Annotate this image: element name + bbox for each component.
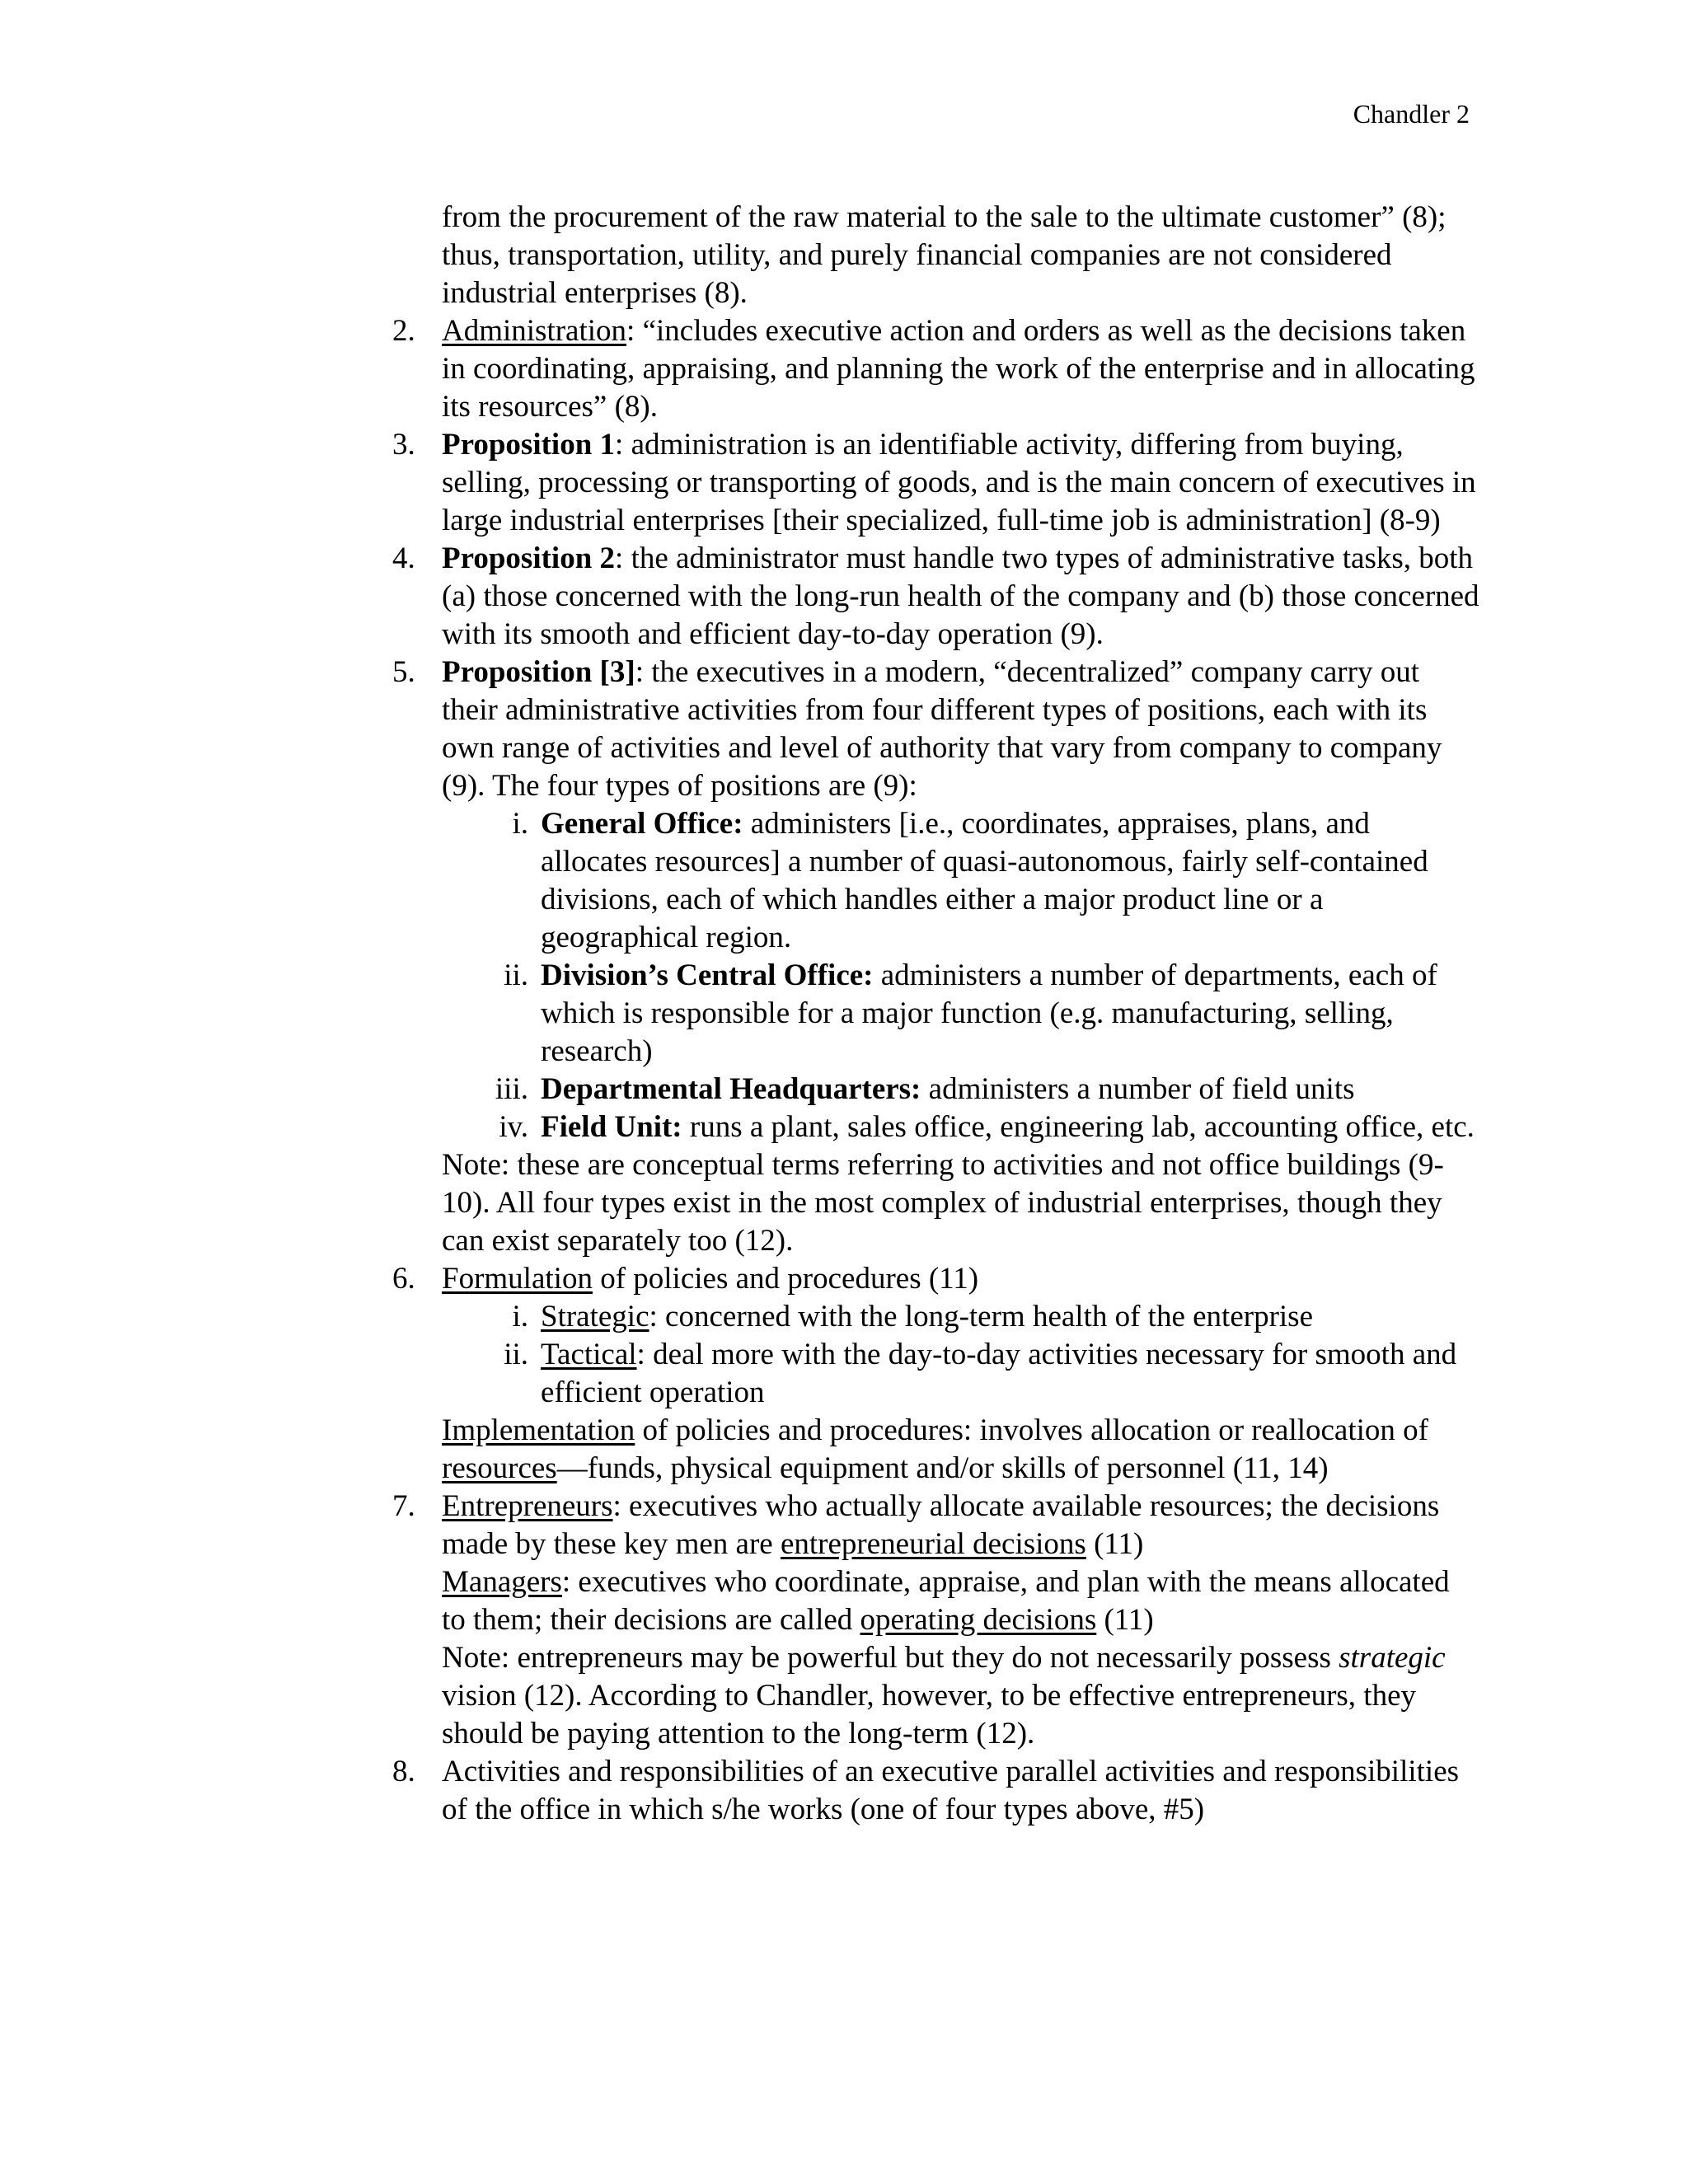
list-item-4 xyxy=(392,540,1480,654)
sub-item-term: General Office: xyxy=(541,807,743,841)
continuation-paragraph: from the procurement of the raw material to the sale to the ultimate customer” (8); thus, transportation, utility, and purely financial companies are not considered industrial enterprises (8). xyxy=(442,200,1447,310)
list-item-3 xyxy=(392,426,1480,540)
sub-item-departmental-headquarters xyxy=(495,1071,1480,1108)
term-entrepreneurial-decisions: entrepreneurial decisions xyxy=(780,1527,1086,1561)
sub-item-number: i. xyxy=(512,807,528,841)
sub-item-strategic xyxy=(512,1298,1480,1336)
managers-paragraph xyxy=(442,1563,1480,1639)
implementation-paragraph xyxy=(442,1412,1480,1488)
sub-item-general-office xyxy=(512,805,1480,957)
implementation-text-2: —funds, physical equipment and/or skills of personnel (11, 14) xyxy=(556,1451,1329,1485)
term-proposition-2: Proposition 2 xyxy=(442,541,616,575)
item-number: 2. xyxy=(392,314,415,348)
sub-item-number: ii. xyxy=(504,958,528,992)
term-administration: Administration xyxy=(442,314,627,348)
document-body xyxy=(392,199,1480,1829)
sub-item-number: iii. xyxy=(495,1072,528,1106)
list-item-2 xyxy=(392,312,1480,426)
sub-item-term: Field Unit: xyxy=(541,1110,682,1144)
sub-item-number: iv. xyxy=(499,1110,528,1144)
note-text: Note: entrepreneurs may be powerful but they do not necessarily possess xyxy=(442,1641,1339,1675)
term-proposition-1: Proposition 1 xyxy=(442,428,616,462)
sub-item-division-central-office xyxy=(504,957,1480,1071)
sub-item-number: i. xyxy=(512,1300,528,1333)
term-resources: resources xyxy=(442,1451,557,1485)
managers-text: : executives who coordinate, appraise, and plan with the means allocated to them; their decisions are called xyxy=(442,1565,1450,1637)
term-proposition-3: Proposition [3] xyxy=(442,655,635,689)
item-number: 6. xyxy=(392,1262,415,1296)
sub-item-field-unit xyxy=(499,1108,1480,1146)
implementation-text: of policies and procedures: involves allocation or reallocation of xyxy=(635,1413,1428,1447)
item-number: 4. xyxy=(392,541,415,575)
term-entrepreneurs: Entrepreneurs xyxy=(442,1489,613,1523)
list-item-8 xyxy=(392,1753,1480,1829)
sublist-policy-types xyxy=(504,1298,1480,1412)
list-item-7 xyxy=(392,1488,1480,1753)
item-text-2: (11) xyxy=(1085,1527,1144,1561)
note-text-2: vision (12). According to Chandler, however, to be effective entrepreneurs, they should be paying attention to the long-term (12). xyxy=(442,1679,1417,1750)
sub-item-text: administers [i.e., coordinates, appraises, plans, and allocates resources] a number of quasi-autonomous, fairly self-contained divisions, each of which handles either a major product line or a geographical region. xyxy=(541,807,1428,954)
page-header: Chandler 2 xyxy=(1353,99,1470,129)
item-text: of policies and procedures (11) xyxy=(592,1262,979,1296)
item-text: : administration is an identifiable activity, differing from buying, selling, processing or transporting of goods, and is the main concern of executives in large industrial enterprises [their specialized, full-time job is administration] (8-9) xyxy=(442,428,1476,537)
term-implementation: Implementation xyxy=(442,1413,635,1447)
sub-item-text: administers a number of field units xyxy=(921,1072,1355,1106)
note-italic-term: strategic xyxy=(1339,1641,1446,1675)
item-number: 3. xyxy=(392,428,415,462)
list-item-5 xyxy=(392,654,1480,1260)
sub-item-text: : concerned with the long-term health of the enterprise xyxy=(649,1300,1313,1333)
sublist-position-types xyxy=(495,805,1480,1146)
managers-text-2: (11) xyxy=(1096,1603,1154,1637)
sub-item-text: administers a number of departments, each of which is responsible for a major function (e.g. manufacturing, selling, research) xyxy=(541,958,1437,1068)
sub-item-term: Strategic xyxy=(541,1300,649,1333)
term-managers: Managers xyxy=(442,1565,562,1599)
sub-item-text: runs a plant, sales office, engineering lab, accounting office, etc. xyxy=(682,1110,1475,1144)
item-7-note xyxy=(442,1639,1480,1753)
item-number: 5. xyxy=(392,655,415,689)
sub-item-term: Division’s Central Office: xyxy=(541,958,874,992)
list-item-6 xyxy=(392,1260,1480,1488)
sub-item-text: : deal more with the day-to-day activities necessary for smooth and efficient operation xyxy=(541,1338,1457,1409)
item-text: : the executives in a modern, “decentralized” company carry out their administrative activities from four different types of positions, each with its own range of activities and level of authority that vary from company to company (9). The four types of positions are (9): xyxy=(442,655,1442,803)
item-text: : the administrator must handle two types of administrative tasks, both (a) those concerned with the long-run health of the company and (b) those concerned with its smooth and efficient day-to-day operation (9). xyxy=(442,541,1479,651)
item-number: 8. xyxy=(392,1755,415,1788)
sub-item-term: Departmental Headquarters: xyxy=(541,1072,921,1106)
sub-item-term: Tactical xyxy=(541,1338,637,1371)
sub-item-tactical xyxy=(504,1336,1480,1412)
item-text: : executives who actually allocate available resources; the decisions made by these key men are xyxy=(442,1489,1440,1561)
term-formulation: Formulation xyxy=(442,1262,593,1296)
item-text: : “includes executive action and orders as well as the decisions taken in coordinating, appraising, and planning the work of the enterprise and in allocating its resources” (8). xyxy=(442,314,1475,424)
term-operating-decisions: operating decisions xyxy=(860,1603,1097,1637)
item-number: 7. xyxy=(392,1489,415,1523)
sub-item-number: ii. xyxy=(504,1338,528,1371)
item-5-note: Note: these are conceptual terms referring to activities and not office buildings (9-10). All four types exist in the most complex of industrial enterprises, though they can exist separately too (12). xyxy=(442,1148,1444,1258)
item-text: Activities and responsibilities of an executive parallel activities and responsibilities of the office in which s/he works (one of four types above, #5) xyxy=(442,1755,1460,1826)
